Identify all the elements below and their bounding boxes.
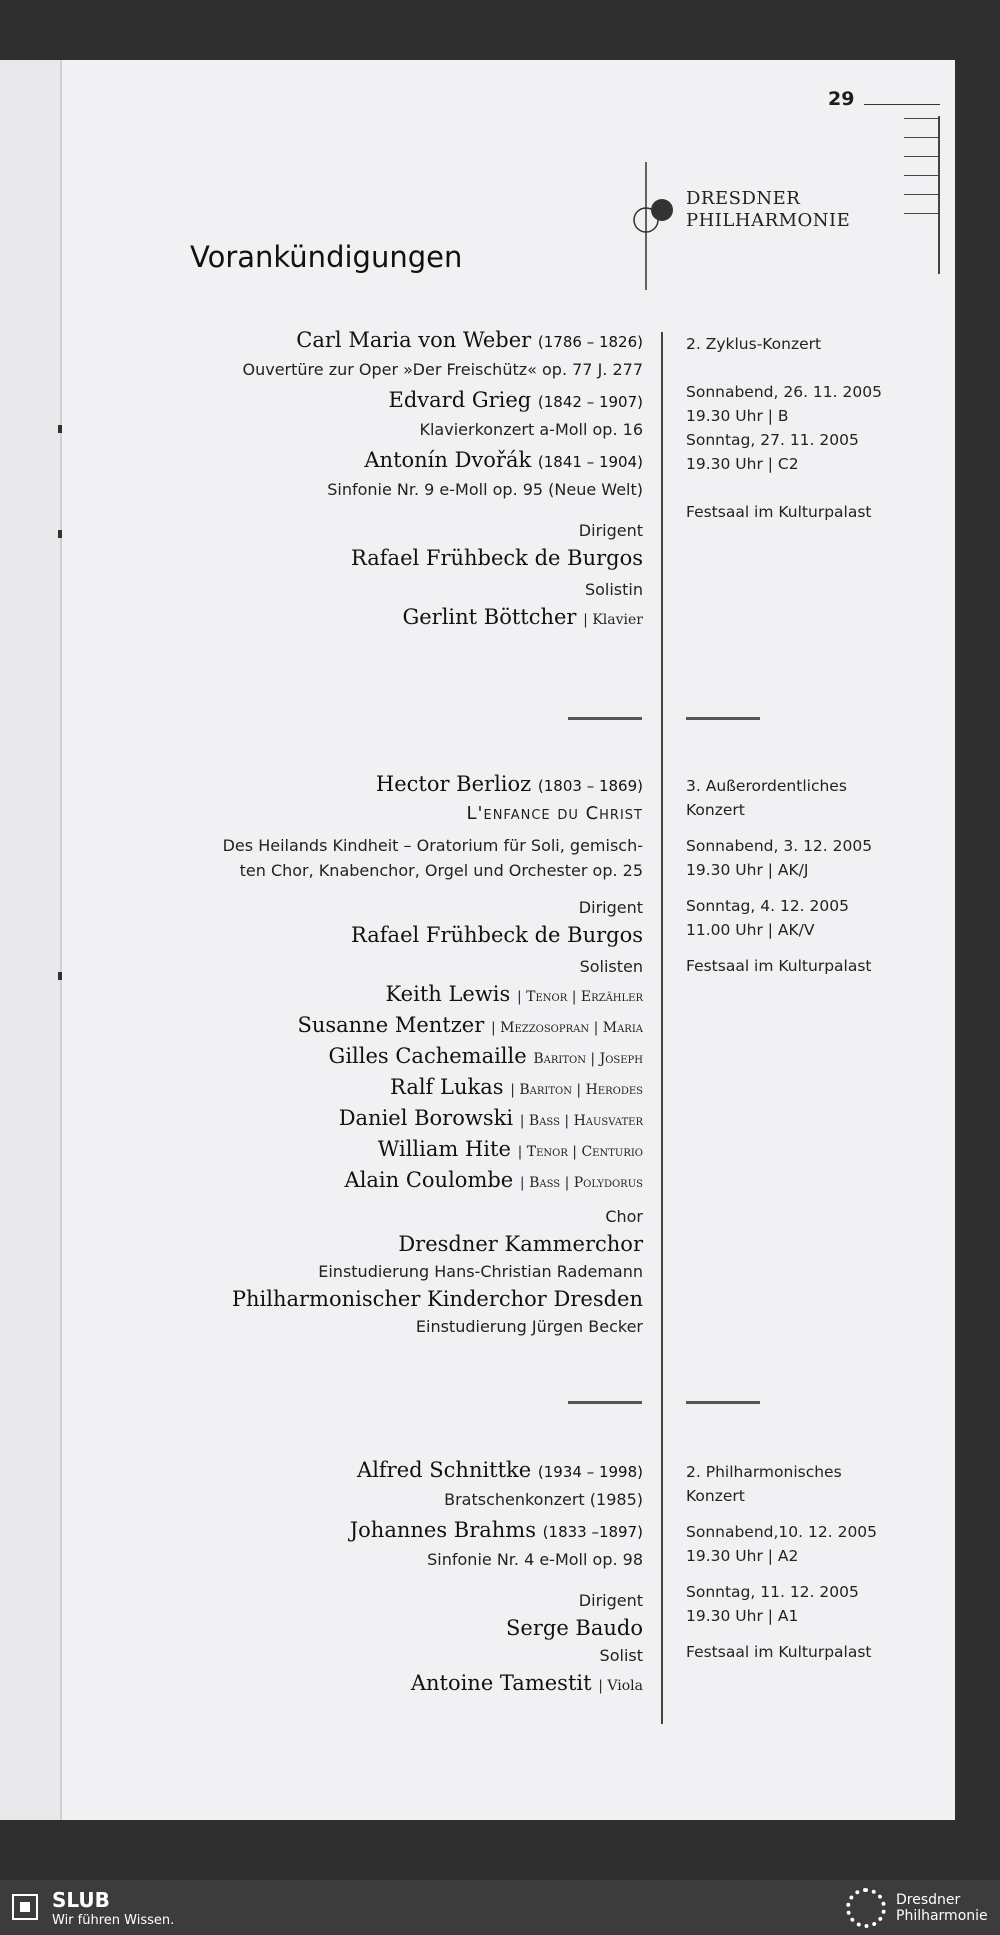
composer	[140, 326, 643, 357]
composer	[140, 1516, 643, 1547]
edge-mark	[58, 425, 62, 433]
page-edge	[0, 60, 62, 1820]
dp-logo-icon	[612, 160, 682, 290]
venue: Festsaal im Kulturpalast	[686, 957, 872, 975]
soloist	[140, 602, 643, 633]
soloist	[140, 1134, 643, 1165]
logo-line-1: DRESDNER	[686, 188, 801, 209]
composer-years: (1833 –1897)	[542, 1523, 643, 1541]
time: 19.30 Uhr | B	[686, 407, 789, 425]
composer	[140, 1456, 643, 1487]
slub-tagline: Wir führen Wissen.	[52, 1913, 175, 1928]
time: 19.30 Uhr | A2	[686, 1547, 799, 1565]
work: Klavierkonzert a-Moll op. 16	[419, 420, 643, 439]
conductor-name: Rafael Frühbeck de Burgos	[350, 546, 643, 570]
section-separator	[568, 717, 642, 720]
dp-line-2: Philharmonie	[896, 1908, 988, 1924]
composer-years: (1841 – 1904)	[537, 453, 643, 471]
soloist	[140, 1103, 643, 1134]
time: 19.30 Uhr | AK/J	[686, 861, 809, 879]
dresdner-philharmonie-emblem-icon	[846, 1888, 886, 1928]
slub-name: SLUB	[52, 1888, 110, 1912]
role-label: Solist	[599, 1646, 643, 1665]
slub-logo-icon	[12, 1894, 38, 1920]
concert-1-program	[140, 326, 643, 633]
date: Sonnabend,10. 12. 2005	[686, 1523, 878, 1541]
conductor-name: Serge Baudo	[506, 1616, 643, 1640]
soloist-name: Gilles Cachemaille	[328, 1044, 527, 1068]
soloist-name: Daniel Borowski	[338, 1106, 514, 1130]
logo-text	[686, 188, 850, 232]
edge-mark	[58, 972, 62, 980]
soloist	[140, 979, 643, 1010]
column-divider	[661, 332, 663, 1724]
soloist	[140, 1041, 643, 1072]
work: Sinfonie Nr. 9 e-Moll op. 95 (Neue Welt)	[327, 480, 643, 499]
soloist-role: | Bass | Polydorus	[519, 1175, 643, 1191]
soloist-name: Keith Lewis	[385, 982, 511, 1006]
role-label: Dirigent	[578, 1591, 643, 1610]
work: Bratschenkonzert (1985)	[444, 1490, 643, 1509]
concert-series: 2. Philharmonisches	[686, 1463, 842, 1481]
composer-years: (1842 – 1907)	[537, 393, 643, 411]
soloist-name: William Hite	[377, 1137, 511, 1161]
soloist	[140, 1010, 643, 1041]
choir-detail: Einstudierung Hans-Christian Rademann	[318, 1262, 643, 1281]
date: Sonnabend, 3. 12. 2005	[686, 837, 873, 855]
soloist	[140, 1165, 643, 1196]
soloist-role: | Bariton | Herodes	[510, 1082, 643, 1098]
composer-name: Alfred Schnittke	[357, 1458, 532, 1482]
edge-mark	[58, 530, 62, 538]
page-heading: Vorankündigungen	[190, 240, 463, 274]
composer-years: (1934 – 1998)	[537, 1463, 643, 1481]
work-description: ten Chor, Knabenchor, Orgel und Orchester op. 25	[239, 861, 643, 880]
date: Sonntag, 4. 12. 2005	[686, 897, 849, 915]
venue: Festsaal im Kulturpalast	[686, 1643, 872, 1661]
concert-3-program	[140, 1456, 643, 1699]
concert-series: 2. Zyklus-Konzert	[686, 335, 822, 353]
date: Sonntag, 11. 12. 2005	[686, 1583, 859, 1601]
concert-series: Konzert	[686, 801, 745, 819]
composer-name: Edvard Grieg	[388, 388, 532, 412]
concert-2-program	[140, 770, 643, 1339]
soloist-name: Susanne Mentzer	[297, 1013, 485, 1037]
page-number-rule	[864, 104, 940, 105]
venue: Festsaal im Kulturpalast	[686, 503, 872, 521]
role-label: Solistin	[584, 580, 643, 599]
concert-2-info	[686, 774, 926, 978]
dresdner-philharmonie-logo	[612, 160, 872, 290]
soloist-role: | Tenor | Erzähler	[516, 989, 643, 1005]
soloist-role: Bariton | Joseph	[533, 1051, 643, 1067]
work-title: L'enfance du Christ	[466, 803, 643, 824]
work-description: Des Heilands Kindheit – Oratorium für Soli, gemisch-	[222, 836, 643, 855]
composer	[140, 386, 643, 417]
composer-name: Johannes Brahms	[349, 1518, 536, 1542]
role-label: Chor	[605, 1207, 643, 1226]
section-separator	[686, 1401, 760, 1404]
concert-3-info	[686, 1460, 926, 1664]
composer-name: Hector Berlioz	[375, 772, 532, 796]
dp-line-1: Dresdner	[896, 1892, 961, 1908]
register-marks	[904, 118, 940, 268]
choir-detail: Einstudierung Jürgen Becker	[415, 1317, 643, 1336]
footer-bar	[0, 1880, 1000, 1935]
time: 19.30 Uhr | C2	[686, 455, 799, 473]
soloist-role: | Tenor | Centurio	[517, 1144, 643, 1160]
choir-name: Philharmonischer Kinderchor Dresden	[231, 1287, 643, 1311]
soloist-name: Antoine Tamestit	[410, 1671, 592, 1695]
soloist-instrument: | Klavier	[583, 612, 643, 628]
role-label: Solisten	[579, 957, 643, 976]
soloist-role: | Mezzosopran | Maria	[490, 1020, 643, 1036]
composer-name: Antonín Dvořák	[364, 448, 532, 472]
concert-series: 3. Außerordentliches	[686, 777, 847, 795]
composer-years: (1786 – 1826)	[537, 333, 643, 351]
date: Sonntag, 27. 11. 2005	[686, 431, 859, 449]
soloist	[140, 1072, 643, 1103]
date: Sonnabend, 26. 11. 2005	[686, 383, 882, 401]
soloist-name: Gerlint Böttcher	[402, 605, 577, 629]
work: Sinfonie Nr. 4 e-Moll op. 98	[427, 1550, 643, 1569]
choir-name: Dresdner Kammerchor	[398, 1232, 643, 1256]
soloist-role: | Bass | Hausvater	[519, 1113, 643, 1129]
composer	[140, 770, 643, 801]
section-separator	[568, 1401, 642, 1404]
soloist	[140, 1668, 643, 1699]
logo-line-2: PHILHARMONIE	[686, 210, 851, 231]
role-label: Dirigent	[578, 898, 643, 917]
soloist-name: Alain Coulombe	[344, 1168, 514, 1192]
time: 11.00 Uhr | AK/V	[686, 921, 815, 939]
concert-series: Konzert	[686, 1487, 745, 1505]
work: Ouvertüre zur Oper »Der Freischütz« op. 77 J. 277	[242, 360, 643, 379]
composer	[140, 446, 643, 477]
composer-name: Carl Maria von Weber	[296, 328, 532, 352]
concert-1-info	[686, 332, 926, 524]
page-number: 29	[828, 88, 855, 110]
conductor-name: Rafael Frühbeck de Burgos	[350, 923, 643, 947]
time: 19.30 Uhr | A1	[686, 1607, 799, 1625]
composer-years: (1803 – 1869)	[537, 777, 643, 795]
role-label: Dirigent	[578, 521, 643, 540]
section-separator	[686, 717, 760, 720]
soloist-name: Ralf Lukas	[390, 1075, 504, 1099]
soloist-instrument: | Viola	[598, 1678, 643, 1694]
dp-footer-text	[896, 1892, 988, 1924]
